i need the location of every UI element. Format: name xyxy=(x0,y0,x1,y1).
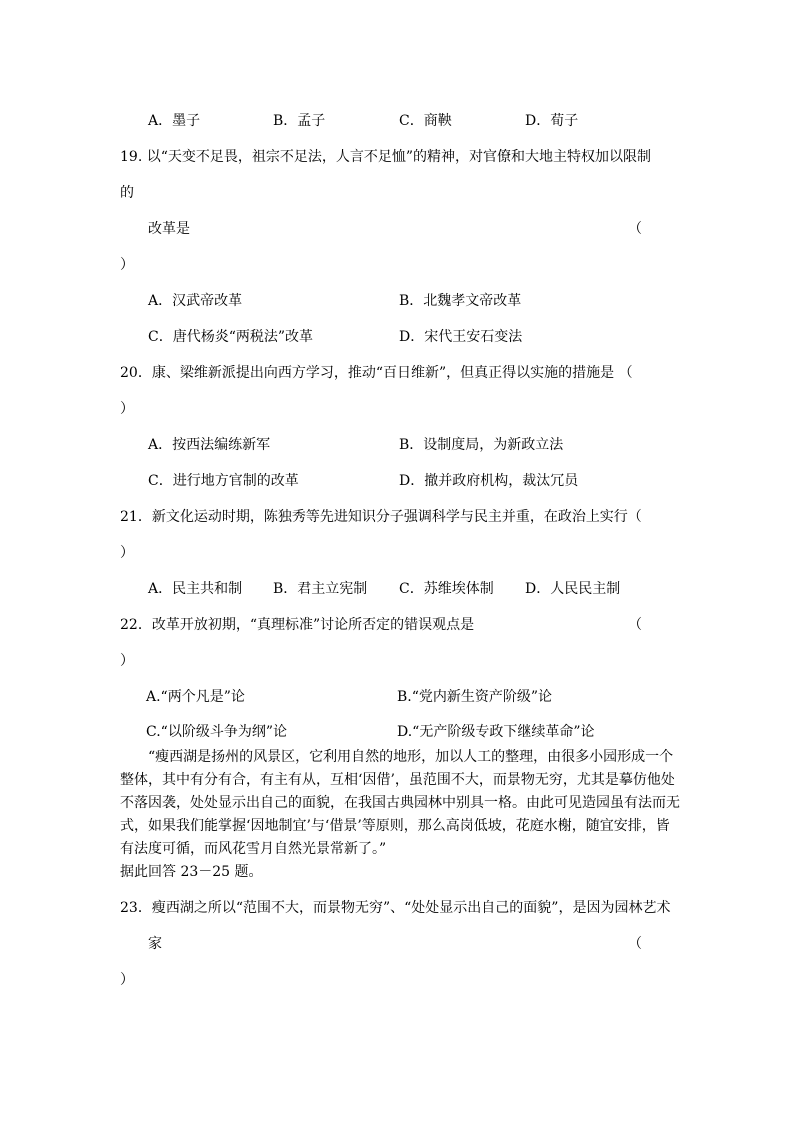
option-b[interactable]: B．北魏孝文帝改革 xyxy=(399,293,522,309)
option-d[interactable]: D．人民民主制 xyxy=(525,581,621,597)
reading-passage xyxy=(120,746,680,861)
option-a[interactable]: A．按西法编练新军 xyxy=(148,437,271,453)
answer-paren-open: （ xyxy=(628,936,642,952)
passage-instruction: 据此回答 23－25 题。 xyxy=(120,864,263,880)
answer-paren-open: （ xyxy=(628,617,642,633)
option-b[interactable]: B．孟子 xyxy=(273,113,326,129)
answer-paren-close: ） xyxy=(120,257,134,273)
option-b[interactable]: B．君主立宪制 xyxy=(273,581,368,597)
option-a[interactable]: A.“两个凡是”论 xyxy=(146,689,245,705)
question-23-stem-cont: 家 xyxy=(148,936,162,952)
option-c[interactable]: C．进行地方官制的改革 xyxy=(148,473,299,489)
question-21-stem: 21．新文化运动时期，陈独秀等先进知识分子强调科学与民主并重，在政治上实行（ xyxy=(120,509,642,525)
answer-paren-close: ） xyxy=(120,545,134,561)
option-b[interactable]: B．设制度局，为新政立法 xyxy=(399,437,564,453)
answer-paren-open: （ xyxy=(628,221,642,237)
option-d[interactable]: D．撤并政府机构，裁汰冗员 xyxy=(399,473,579,489)
option-d[interactable]: D．宋代王安石变法 xyxy=(399,329,523,345)
option-b[interactable]: B.“党内新生资产阶级”论 xyxy=(397,689,553,705)
option-c[interactable]: C．商鞅 xyxy=(399,113,452,129)
passage-text: “瘦西湖是扬州的风景区，它利用自然的地形，加以人工的整理，由很多小园形成一个整体，其中有分有合，有主有从，互相‘因借’，虽范围不大，而景物无穷，尤其是摹仿他处不落因袭，处处显示出自己的面貌，在我国古典园林中别具一格。由此可见造园虽有法而无式，如果我们能掌握‘因地制宜’与‘借景’等原则，那么高岗低坡，花庭水榭，随宜安排，皆有法度可循，而风花雪月自然光景常新了。” xyxy=(120,749,680,857)
question-19-stem-cont: 的 xyxy=(120,185,134,201)
option-c[interactable]: C．苏维埃体制 xyxy=(399,581,494,597)
answer-paren-close: ） xyxy=(120,401,134,417)
answer-paren-close: ） xyxy=(120,653,134,669)
option-d[interactable]: D.“无产阶级专政下继续革命”论 xyxy=(397,724,595,740)
question-19-stem: 19. 以“天变不足畏，祖宗不足法，人言不足恤”的精神，对官僚和大地主特权加以限制 xyxy=(120,149,652,165)
question-20-stem: 20．康、梁维新派提出向西方学习，推动“百日维新”，但真正得以实施的措施是 （ xyxy=(120,365,633,381)
option-d[interactable]: D．荀子 xyxy=(525,113,579,129)
option-a[interactable]: A．民主共和制 xyxy=(148,581,243,597)
option-a[interactable]: A．汉武帝改革 xyxy=(148,293,243,309)
question-23-stem: 23．瘦西湖之所以“范围不大，而景物无穷”、“处处显示出自己的面貌”，是因为园林艺术 xyxy=(120,900,671,916)
question-22-stem: 22．改革开放初期，“真理标准”讨论所否定的错误观点是 xyxy=(120,617,475,633)
answer-paren-close: ） xyxy=(120,972,134,988)
option-c[interactable]: C．唐代杨炎“两税法”改革 xyxy=(148,329,314,345)
option-a[interactable]: A．墨子 xyxy=(148,113,201,129)
question-19-stem-end: 改革是 xyxy=(148,221,190,237)
option-c[interactable]: C.“以阶级斗争为纲”论 xyxy=(146,724,287,740)
